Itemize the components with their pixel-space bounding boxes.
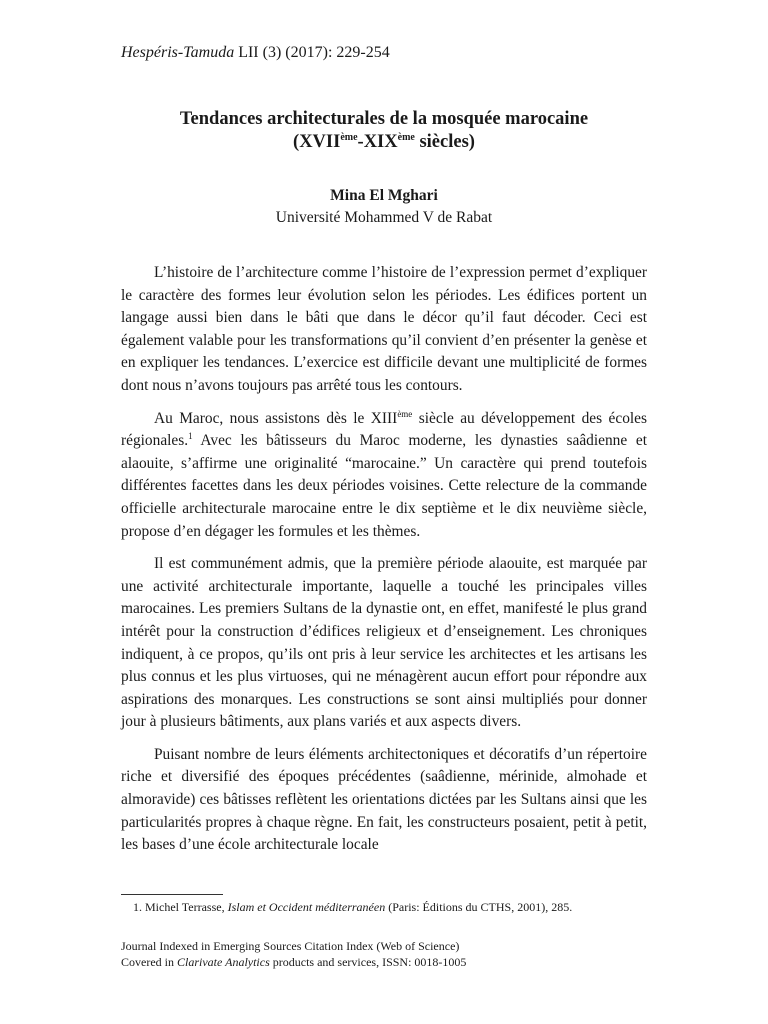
title-century-start: (XVII: [293, 132, 341, 152]
paragraph-2-part-b: siècle au développement des écoles régionales.: [121, 409, 647, 450]
title-line-1: Tendances architecturales de la mosquée marocaine: [179, 109, 589, 129]
journal-info: [121, 938, 466, 970]
footnote-divider: [121, 894, 223, 895]
paragraph-1: L’histoire de l’architecture comme l’histoire de l’expression permet d’expliquer le caractère des formes leur évolution selon les périodes. Les édifices portent un langage aussi bien dans le bâti que dans le décor qu’il faut décoder. Ceci est également valable pour les transformations qu’il convient d’en présenter la genèse et en expliquer les tendances. L’exercice est difficile devant une multiplicité de formes dont nous n’avons toujours pas arrêté tous les contours.: [121, 264, 647, 394]
journal-issn-line: [121, 954, 466, 970]
paragraph-2-part-a: Au Maroc, nous assistons dès le XIII: [154, 409, 398, 427]
paragraph-4: Puisant nombre de leurs éléments architectoniques et décoratifs d’un répertoire riche et diversifié des époques précédentes (saâdienne, mérinide, almohade et almoravide) ces bâtisses reflètent les orientations dictées par les Sultans ainsi que les particularités propres à chaque règne. En fait, les constructeurs posaient, petit à petit, les bases d’une école architecturale locale: [121, 745, 647, 854]
title-siecles: siècles): [414, 132, 475, 152]
footnote-1: [133, 900, 572, 915]
author-block: [121, 185, 647, 229]
paragraph-2-part-c: Avec les bâtisseurs du Maroc moderne, les dynasties saâdienne et alaouite, s’affirme une originalité “marocaine.” Un caractère qui prend toutefois différentes facettes dans les deux périodes voisines. Cette relecture de la commande officielle architecturale marocaine entre le dix septième et le dix neuvième siècle, propose d’en dégager les formules et les thèmes.: [121, 432, 647, 540]
paragraph-2: [121, 408, 647, 544]
journal-name: Hespéris-Tamuda: [121, 44, 235, 61]
journal-covered-in: Covered in: [121, 955, 177, 969]
title-line-2: [121, 131, 647, 154]
century-superscript: ème: [397, 408, 413, 419]
article-title: [121, 108, 647, 154]
journal-clarivate: Clarivate Analytics: [177, 955, 270, 969]
running-header: [121, 44, 390, 62]
footnote-ref[interactable]: 1: [188, 431, 193, 442]
journal-issn: products and services, ISSN: 0018-1005: [269, 955, 467, 969]
author-affiliation: Université Mohammed V de Rabat: [275, 209, 493, 226]
journal-index-line: Journal Indexed in Emerging Sources Citation Index (Web of Science): [121, 939, 460, 953]
journal-citation: LII (3) (2017): 229-254: [234, 44, 390, 61]
paragraph-3: Il est communément admis, que la première période alaouite, est marquée par une activité architecturale importante, laquelle a touché les principales villes marocaines. Les premiers Sultans de la dynastie ont, en effet, manifesté le plus grand intérêt pour la construction d’édifices religieux et d’enseignement. Les chroniques indiquent, à ce propos, qu’ils ont pris à leur service les architectes et les artisans les plus connus et les plus virtuoses, qui ne ménagèrent aucun effort pour répondre aux aspirations des monarques. Les constructions se sont ainsi multipliés pour donner jour à plusieurs bâtiments, aux plans variés et aux aspects divers.: [121, 555, 647, 731]
footnote-prefix: 1. Michel Terrasse,: [133, 900, 228, 914]
title-superscript-2: ème: [397, 132, 415, 143]
footnote-suffix: (Paris: Éditions du CTHS, 2001), 285.: [385, 900, 573, 914]
title-century-end: -XIX: [357, 132, 398, 152]
author-name: Mina El Mghari: [330, 187, 438, 204]
title-superscript-1: ème: [340, 132, 358, 143]
footnote-book-title: Islam et Occident méditerranéen: [227, 900, 386, 914]
article-body: [121, 262, 647, 867]
